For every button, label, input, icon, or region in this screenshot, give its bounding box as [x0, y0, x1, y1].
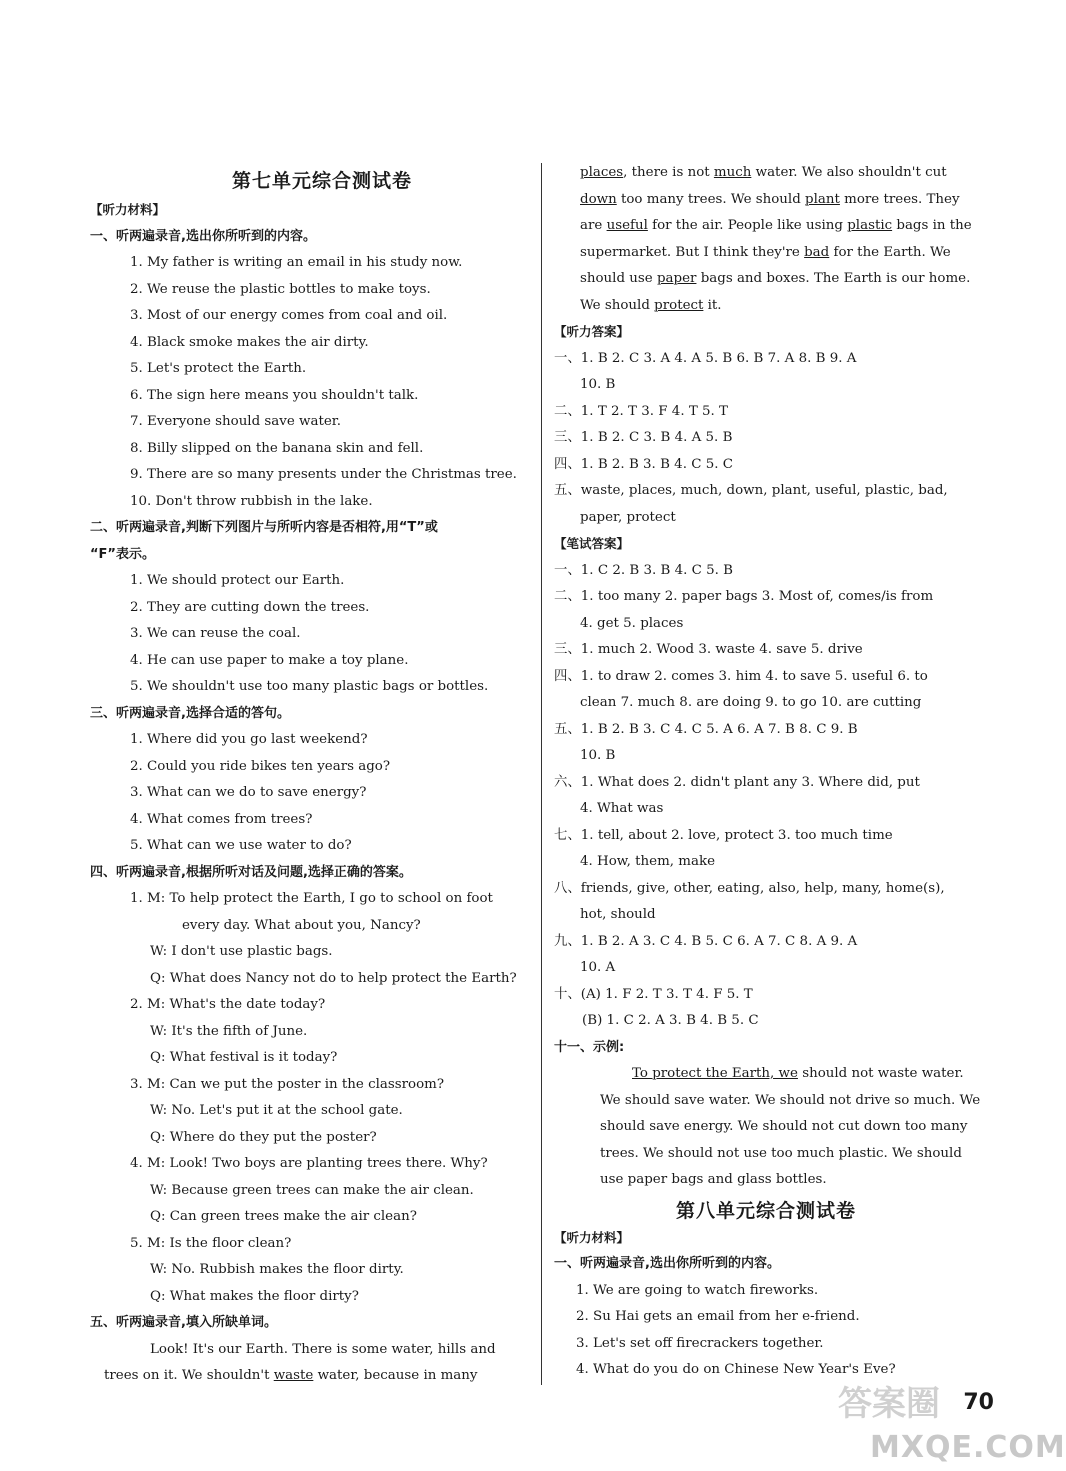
passage-text: bags and boxes. The Earth is our home.: [696, 271, 971, 286]
answer-line: 一、1. B 2. C 3. A 4. A 5. B 6. B 7. A 8. B 9. A: [554, 350, 857, 366]
answer-word: paper: [656, 271, 697, 286]
answer-word: much: [713, 165, 752, 180]
dialogue-line: Q: What does Nancy not do to help protect the Earth?: [150, 970, 517, 986]
passage-line: [554, 266, 978, 293]
passage-text: We should: [580, 297, 655, 313]
unit8-listening-material-header: 【听力材料】: [554, 1229, 630, 1245]
passage-text: supermarket. But I think they're: [580, 244, 805, 260]
essay-text: should not waste water.: [797, 1066, 964, 1081]
dialogue-line: W: No. Let's put it at the school gate.: [150, 1103, 403, 1118]
dialogue-line: Q: Where do they put the poster?: [150, 1129, 377, 1145]
answer-line: 六、1. What does 2. didn't plant any 3. Where did, put: [554, 774, 920, 790]
answer-line: 4. What was: [580, 801, 664, 816]
dialogue-line: W: Because green trees can make the air clean.: [150, 1182, 474, 1198]
passage-text: too many trees. We should: [616, 191, 806, 207]
unit8-title: 第八单元综合测试卷: [675, 1199, 856, 1222]
list-item: 5. What can we use water to do?: [130, 838, 352, 853]
list-item: 1. We should protect our Earth.: [130, 573, 345, 588]
dialogue-line: Q: What festival is it today?: [150, 1050, 338, 1065]
answer-line: (B) 1. C 2. A 3. B 4. B 5. C: [582, 1013, 759, 1028]
watermark-url: MXQE.COM: [870, 1430, 1066, 1465]
list-item: 4. What comes from trees?: [130, 811, 313, 827]
passage-line: [554, 240, 978, 267]
answer-line: 三、1. much 2. Wood 3. waste 4. save 5. drive: [554, 642, 863, 657]
passage-text: water. We also shouldn't cut: [751, 165, 947, 180]
answer-line: 四、1. to draw 2. comes 3. him 4. to save 5. useful 6. to: [554, 668, 928, 684]
answer-line: 10. A: [580, 960, 616, 975]
list-item: 7. Everyone should save water.: [130, 414, 341, 429]
section2-heading-cont: “F”表示。: [90, 546, 155, 562]
dialogue-line: 1. M: To help protect the Earth, I go to school on foot: [130, 891, 493, 906]
answer-line: 七、1. tell, about 2. love, protect 3. too much time: [554, 827, 893, 843]
section2-heading: 二、听两遍录音,判断下列图片与所听内容是否相符,用“T”或: [90, 520, 438, 535]
listening-answers-header: 【听力答案】: [554, 324, 630, 339]
passage-text: bags in the: [892, 218, 972, 233]
answer-line: 10. B: [580, 748, 616, 763]
essay-line: should save energy. We should not cut down too many: [600, 1119, 968, 1134]
list-item: 3. Let's set off firecrackers together.: [576, 1335, 824, 1351]
sample-heading: 十一、示例:: [554, 1039, 625, 1055]
answer-line: 十、(A) 1. F 2. T 3. T 4. F 5. T: [554, 986, 753, 1002]
passage-text: are: [580, 218, 607, 233]
column-divider: [541, 163, 542, 1385]
passage-text: should use: [580, 271, 657, 286]
answer-word: useful: [606, 218, 648, 233]
list-item: 3. We can reuse the coal.: [130, 626, 301, 641]
left-column: [90, 160, 536, 1390]
unit8-section1-heading: 一、听两遍录音,选出你所听到的内容。: [554, 1256, 780, 1271]
answer-line: 4. How, them, make: [580, 854, 716, 869]
page-number: 70: [963, 1390, 994, 1415]
list-item: 9. There are so many presents under the Christmas tree.: [130, 467, 517, 482]
answer-line: clean 7. much 8. are doing 9. to go 10. are cutting: [580, 695, 922, 710]
dialogue-line: 5. M: Is the floor clean?: [130, 1235, 292, 1251]
passage-text: , there is not: [623, 165, 714, 180]
answer-line: 四、1. B 2. B 3. B 4. C 5. C: [554, 456, 733, 472]
essay-underlined: To protect the Earth, we: [632, 1066, 798, 1081]
answer-word: bad: [804, 244, 830, 260]
list-item: 2. Could you ride bikes ten years ago?: [130, 758, 391, 774]
passage-text: it.: [703, 297, 722, 313]
section1-heading: 一、听两遍录音,选出你所听到的内容。: [90, 228, 316, 244]
list-item: 5. Let's protect the Earth.: [130, 361, 307, 376]
passage-text: more trees. They: [839, 191, 960, 207]
answer-word: waste: [273, 1368, 314, 1383]
passage-line: Look! It's our Earth. There is some water, hills and: [150, 1341, 496, 1357]
answer-line: 三、1. B 2. C 3. B 4. A 5. B: [554, 430, 733, 445]
section3-heading: 三、听两遍录音,选择合适的答句。: [90, 705, 290, 721]
list-item: 2. Su Hai gets an email from her e-friend.: [576, 1309, 860, 1324]
answer-line: 10. B: [580, 377, 616, 392]
right-column: [554, 160, 981, 1384]
answer-line: 五、waste, places, much, down, plant, useful, plastic, bad,: [554, 483, 948, 498]
essay-line: [554, 1061, 978, 1088]
essay-line: We should save water. We should not drive so much. We: [600, 1092, 981, 1108]
list-item: 4. Black smoke makes the air dirty.: [130, 334, 369, 350]
answer-word: protect: [654, 297, 704, 313]
answer-word: plant: [805, 191, 840, 207]
passage-line: [554, 187, 978, 214]
list-item: 2. We reuse the plastic bottles to make toys.: [130, 281, 431, 297]
list-item: 1. My father is writing an email in his study now.: [130, 255, 463, 270]
answer-word: places: [580, 165, 624, 180]
list-item: 8. Billy slipped on the banana skin and fell.: [130, 440, 424, 456]
answer-line: paper, protect: [580, 509, 676, 525]
answer-line: 八、friends, give, other, eating, also, help, many, home(s),: [554, 880, 945, 896]
list-item: 1. We are going to watch fireworks.: [576, 1282, 819, 1298]
unit7-title: 第七单元综合测试卷: [231, 170, 412, 192]
dialogue-line: 4. M: Look! Two boys are planting trees there. Why?: [130, 1156, 488, 1171]
section5-heading: 五、听两遍录音,填入所缺单词。: [90, 1315, 277, 1330]
answer-line: 九、1. B 2. A 3. C 4. B 5. C 6. A 7. C 8. A 9. A: [554, 933, 858, 949]
passage-text: trees on it. We shouldn't: [104, 1368, 274, 1383]
answer-line: 五、1. B 2. B 3. C 4. C 5. A 6. A 7. B 8. C 9. B: [554, 721, 858, 737]
dialogue-line: W: It's the fifth of June.: [150, 1023, 308, 1039]
answer-line: 4. get 5. places: [580, 615, 684, 631]
list-item: 6. The sign here means you shouldn't talk.: [130, 387, 419, 403]
dialogue-line: 2. M: What's the date today?: [130, 997, 326, 1012]
answer-line: 一、1. C 2. B 3. B 4. C 5. B: [554, 562, 733, 578]
passage-line: [554, 160, 978, 187]
answer-line: 二、1. too many 2. paper bags 3. Most of, comes/is from: [554, 589, 934, 604]
list-item: 4. What do you do on Chinese New Year's Eve?: [576, 1362, 896, 1377]
essay-line: use paper bags and glass bottles.: [600, 1172, 827, 1187]
dialogue-line: Q: What makes the floor dirty?: [150, 1288, 359, 1304]
passage-line: [554, 213, 978, 240]
dialogue-line: 3. M: Can we put the poster in the classroom?: [130, 1076, 445, 1092]
passage-text: for the air. People like using: [647, 218, 848, 233]
passage-text: for the Earth. We: [829, 244, 951, 260]
dialogue-line: W: No. Rubbish makes the floor dirty.: [150, 1262, 404, 1277]
list-item: 3. What can we do to save energy?: [130, 785, 367, 800]
listening-material-header: 【听力材料】: [90, 202, 166, 217]
passage-line: [554, 293, 978, 320]
dialogue-line: every day. What about you, Nancy?: [182, 917, 421, 933]
essay-line: trees. We should not use too much plastic. We should: [600, 1145, 962, 1161]
written-answers-header: 【笔试答案】: [554, 536, 630, 551]
list-item: 5. We shouldn't use too many plastic bags or bottles.: [130, 679, 489, 694]
list-item: 4. He can use paper to make a toy plane.: [130, 652, 409, 668]
answer-word: down: [580, 191, 617, 207]
list-item: 2. They are cutting down the trees.: [130, 599, 370, 615]
passage-line: [104, 1363, 536, 1390]
passage-text: water, because in many: [313, 1368, 478, 1383]
watermark-logo: 答案圈: [838, 1384, 940, 1424]
list-item: 3. Most of our energy comes from coal and oil.: [130, 308, 448, 323]
dialogue-line: Q: Can green trees make the air clean?: [150, 1209, 417, 1224]
section4-heading: 四、听两遍录音,根据所听对话及问题,选择正确的答案。: [90, 864, 412, 880]
answer-line: hot, should: [580, 907, 656, 922]
answer-word: plastic: [847, 218, 893, 233]
list-item: 1. Where did you go last weekend?: [130, 732, 368, 747]
list-item: 10. Don't throw rubbish in the lake.: [130, 493, 373, 509]
dialogue-line: W: I don't use plastic bags.: [150, 944, 333, 959]
answer-line: 二、1. T 2. T 3. F 4. T 5. T: [554, 403, 728, 419]
